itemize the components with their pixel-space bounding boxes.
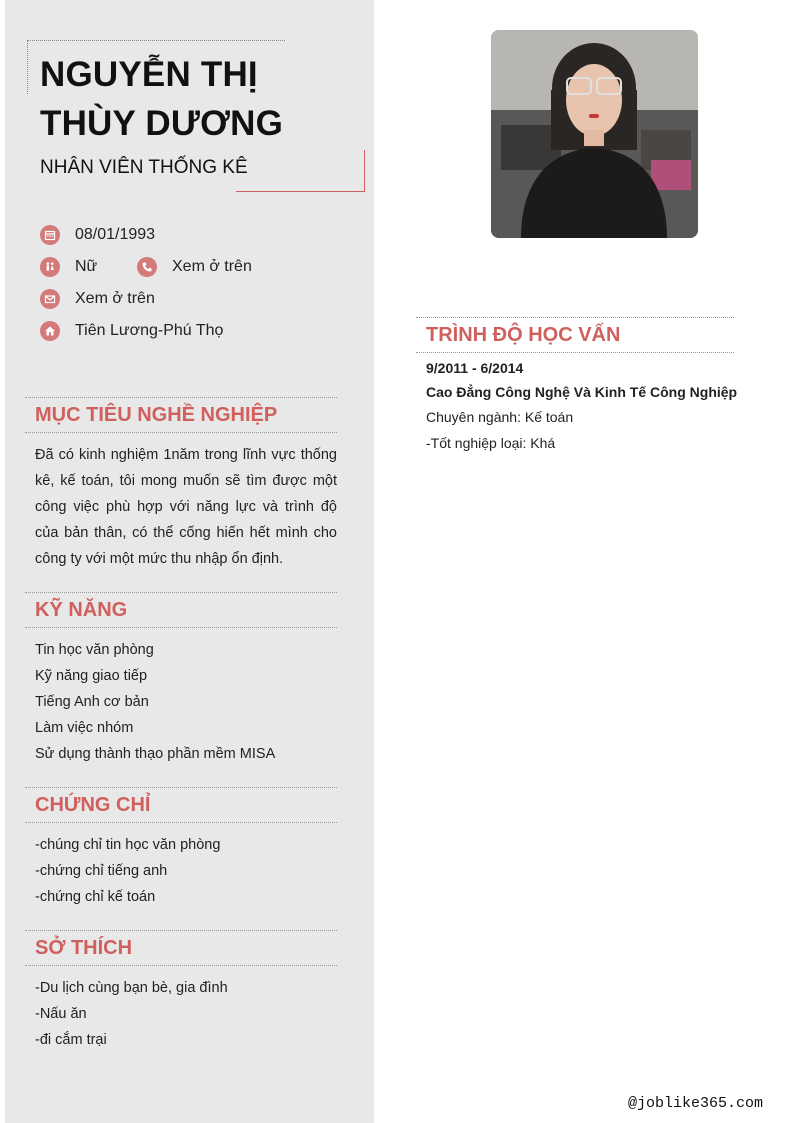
list-item: -chứng chỉ tiếng anh <box>35 863 168 879</box>
hobbies-list <box>35 975 228 1053</box>
birthday-row <box>40 225 155 245</box>
address-row <box>40 321 223 341</box>
education-header <box>416 317 734 353</box>
hobbies-title: SỞ THÍCH <box>35 937 133 959</box>
education-grade: -Tốt nghiệp loại: Khá <box>426 435 556 451</box>
list-item: -Du lịch cùng bạn bè, gia đình <box>35 980 228 996</box>
email-value: Xem ở trên <box>75 290 155 307</box>
name-frame-top <box>27 40 285 41</box>
list-item: Tiếng Anh cơ bản <box>35 694 149 710</box>
profile-photo-illustration <box>491 30 698 238</box>
list-item: Tin học văn phòng <box>35 642 154 658</box>
gender-icon <box>40 257 60 277</box>
certificates-list <box>35 832 220 910</box>
mail-icon <box>40 289 60 309</box>
education-title: TRÌNH ĐỘ HỌC VẤN <box>426 324 621 346</box>
title-underline-vertical <box>364 150 365 192</box>
gender-value: Nữ <box>75 258 98 275</box>
list-item: -chúng chỉ tin học văn phòng <box>35 837 221 853</box>
skills-header <box>25 592 337 628</box>
calendar-icon <box>40 225 60 245</box>
education-period: 9/2011 - 6/2014 <box>426 360 524 376</box>
list-item: Kỹ năng giao tiếp <box>35 668 148 684</box>
address-value: Tiên Lương-Phú Thọ <box>75 322 224 339</box>
job-title: NHÂN VIÊN THỐNG KÊ <box>40 157 248 178</box>
email-row <box>40 289 155 309</box>
watermark: @joblike365.com <box>628 1095 764 1112</box>
list-item: -đi cắm trại <box>35 1032 107 1048</box>
certificates-title: CHỨNG CHỈ <box>35 794 151 816</box>
candidate-name: NGUYỄN THỊ THÙY DƯƠNG <box>40 55 284 143</box>
education-school: Cao Đẳng Công Nghệ Và Kinh Tế Công Nghiệp <box>426 384 738 400</box>
profile-photo <box>491 30 698 238</box>
hobbies-header <box>25 930 337 966</box>
title-underline <box>236 191 364 192</box>
birthday-value: 08/01/1993 <box>75 226 156 243</box>
list-item: Sử dụng thành thạo phần mềm MISA <box>35 746 276 762</box>
skills-list <box>35 637 275 767</box>
list-item: -Nấu ăn <box>35 1006 87 1022</box>
career-goal-header <box>25 397 337 433</box>
home-icon <box>40 321 60 341</box>
list-item: -chứng chỉ kế toán <box>35 889 156 905</box>
list-item: Làm việc nhóm <box>35 720 134 736</box>
career-goal-title: MỤC TIÊU NGHỀ NGHIỆP <box>35 404 278 426</box>
skills-title: KỸ NĂNG <box>35 599 128 621</box>
gender-row <box>40 257 97 277</box>
phone-icon <box>137 257 157 277</box>
name-frame-left <box>27 40 28 94</box>
career-goal-text: Đã có kinh nghiệm 1năm trong lĩnh vực thống kê, kế toán, tôi mong muốn sẽ tìm được một công việc phù hợp với năng lực và trình độ của bản thân, có thể cống hiến hết mình cho công ty với một mức thu nhập ổn định. <box>35 447 337 567</box>
education-major: Chuyên ngành: Kế toán <box>426 409 574 425</box>
certificates-header <box>25 787 337 823</box>
phone-row <box>137 257 252 277</box>
phone-value: Xem ở trên <box>172 258 252 275</box>
